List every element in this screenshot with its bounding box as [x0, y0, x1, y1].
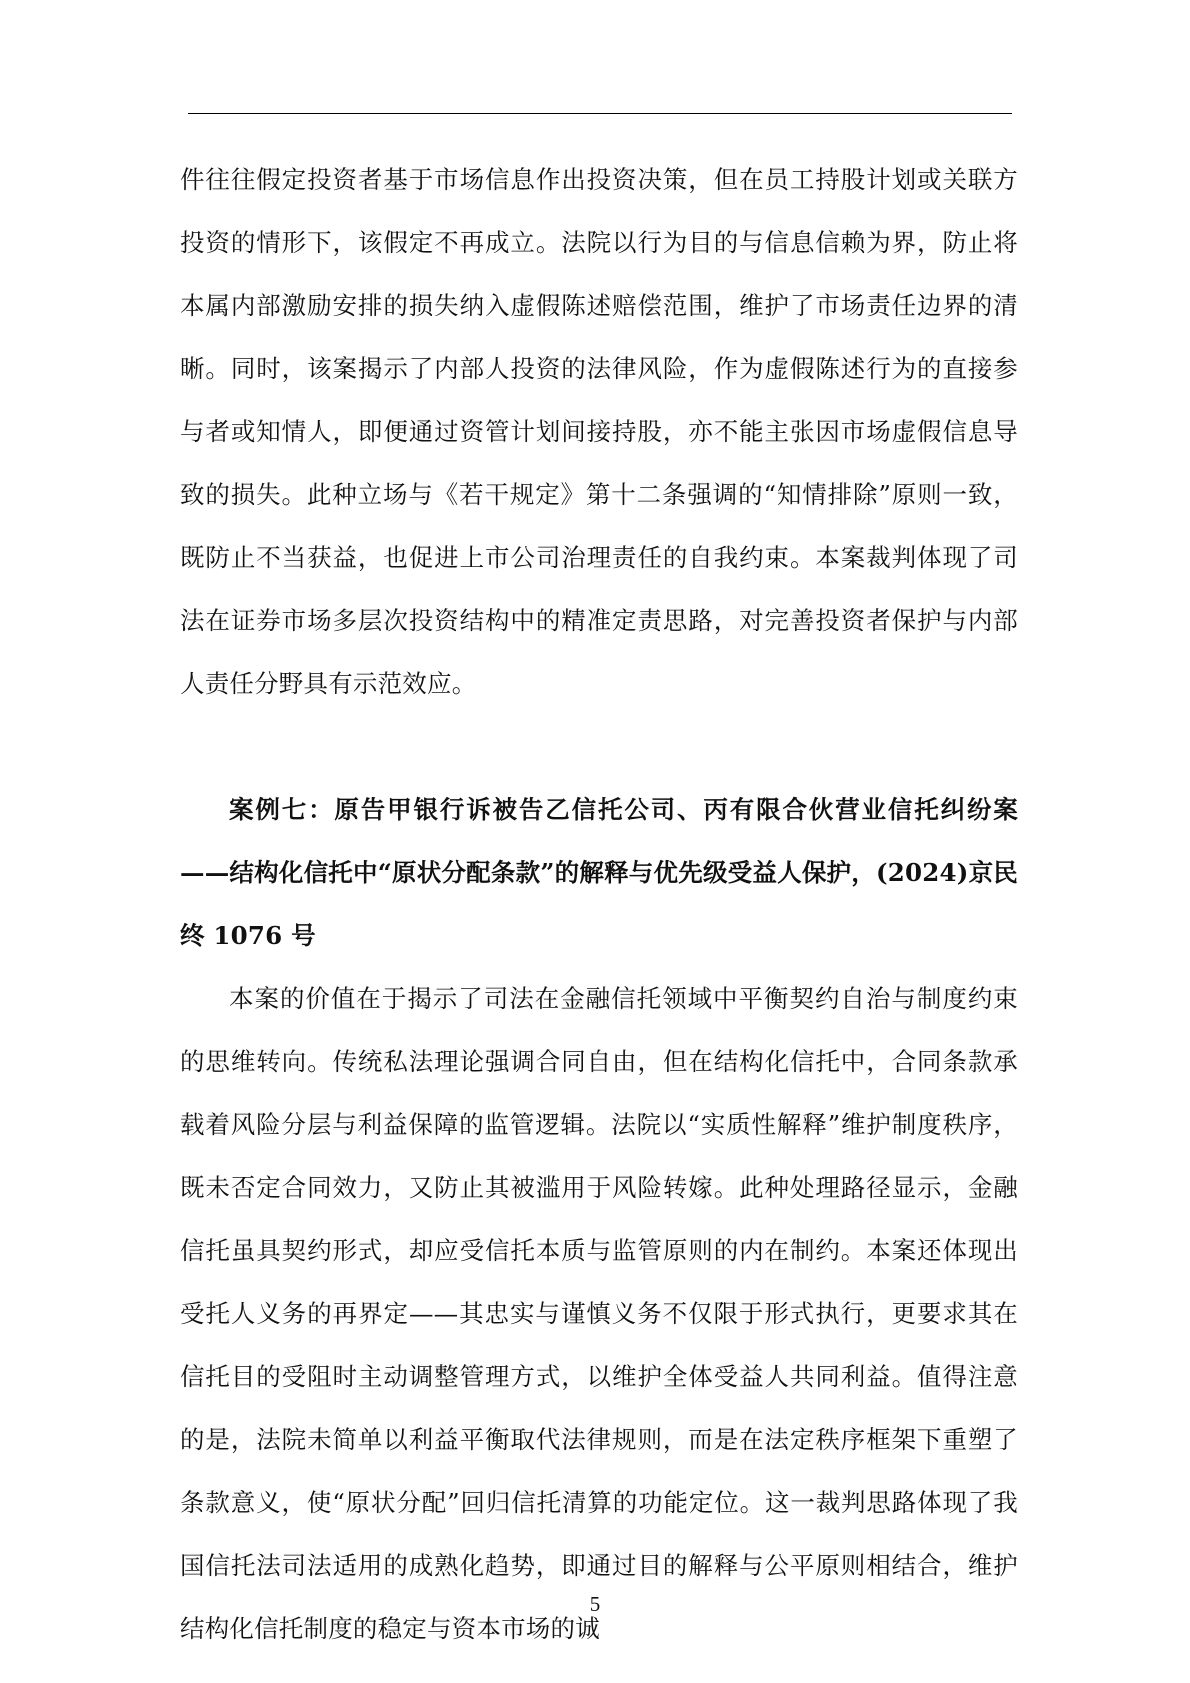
case-heading: 案例七：原告甲银行诉被告乙信托公司、丙有限合伙营业信托纠纷案——结构化信托中“原状分配条款”的解释与优先级受益人保护，(2024)京民终 1076 号	[180, 795, 1018, 950]
paragraph-case-analysis: 本案的价值在于揭示了司法在金融信托领域中平衡契约自治与制度约束的思维转向。传统私法理论强调合同自由，但在结构化信托中，合同条款承载着风险分层与利益保障的监管逻辑。法院以“实质性解释”维护制度秩序，既未否定合同效力，又防止其被滥用于风险转嫁。此种处理路径显示，金融信托虽具契约形式，却应受信托本质与监管原则的内在制约。本案还体现出受托人义务的再界定——其忠实与谨慎义务不仅限于形式执行，更要求其在信托目的受阻时主动调整管理方式，以维护全体受益人共同利益。值得注意的是，法院未简单以利益平衡取代法律规则，而是在法定秩序框架下重塑了条款意义，使“原状分配”回归信托清算的功能定位。这一裁判思路体现了我国信托法司法适用的成熟化趋势，即通过目的解释与公平原则相结合，维护结构化信托制度的稳定与资本市场的诚	[180, 984, 1018, 1643]
paragraph-continued: 件往往假定投资者基于市场信息作出投资决策，但在员工持股计划或关联方投资的情形下，该假定不再成立。法院以行为目的与信息信赖为界，防止将本属内部激励安排的损失纳入虚假陈述赔偿范围，维护了市场责任边界的清晰。同时，该案揭示了内部人投资的法律风险，作为虚假陈述行为的直接参与者或知情人，即便通过资管计划间接持股，亦不能主张因市场虚假信息导致的损失。此种立场与《若干规定》第十二条强调的“知情排除”原则一致，既防止不当获益，也促进上市公司治理责任的自我约束。本案裁判体现了司法在证券市场多层次投资结构中的精准定责思路，对完善投资者保护与内部人责任分野具有示范效应。	[180, 165, 1018, 698]
document-body	[180, 148, 1018, 1660]
header-rule	[188, 113, 1012, 114]
page-number: 5	[589, 1592, 601, 1616]
